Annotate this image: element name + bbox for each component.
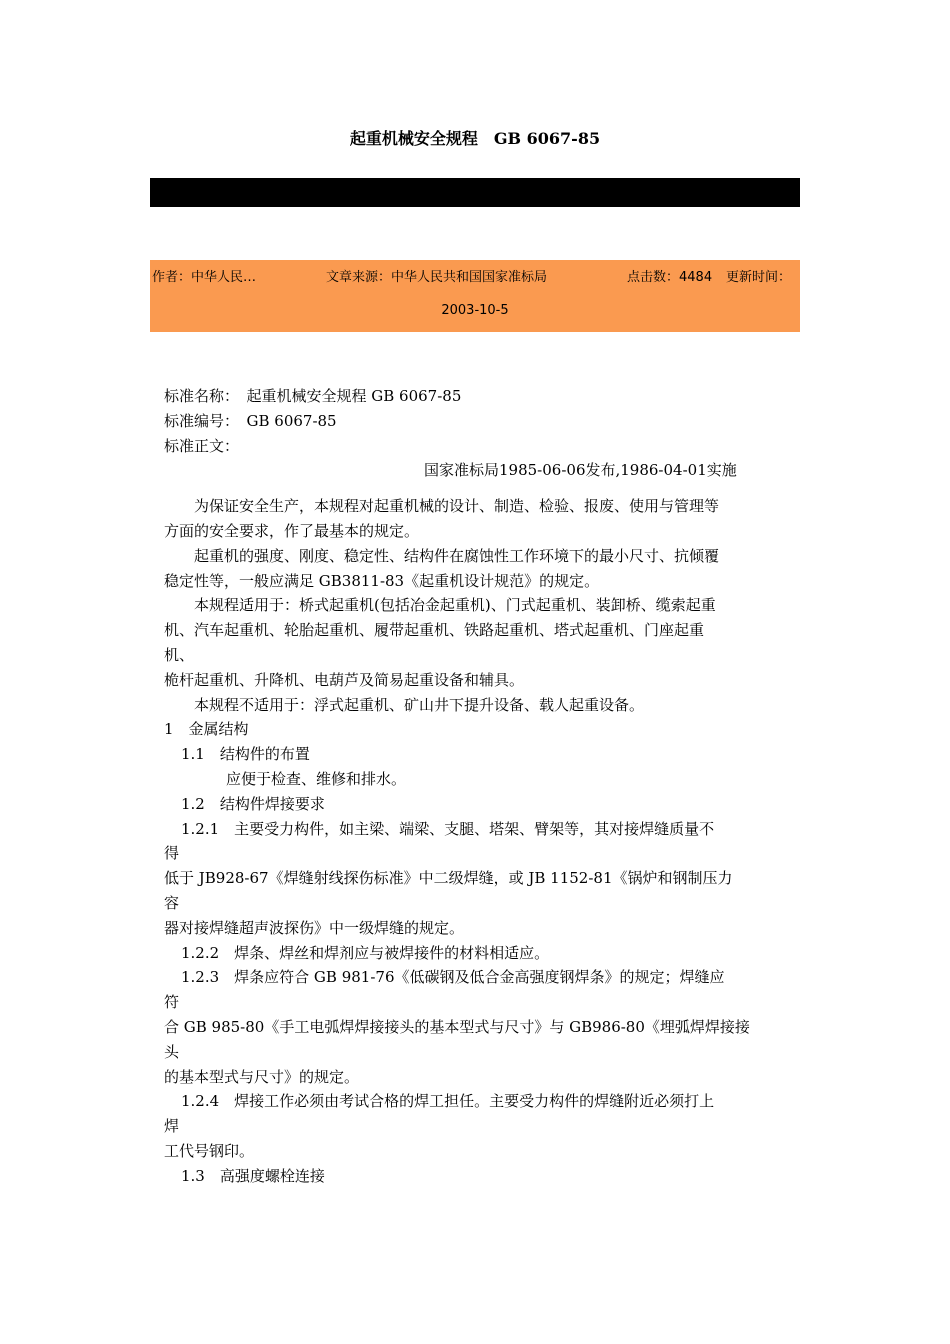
- header-bar: [150, 178, 800, 207]
- text-line: 桅杆起重机、升降机、电葫芦及简易起重设备和辅具。: [164, 670, 525, 689]
- text-line: 符: [164, 993, 180, 1012]
- text-line: 为保证安全生产，本规程对起重机械的设计、制造、检验、报废、使用与管理等: [164, 497, 720, 516]
- clause-line: 1.2.1 主要受力构件，如主梁、端梁、支腿、塔架、臂架等，其对接焊缝质量不: [181, 819, 715, 838]
- text-line: 起重机的强度、刚度、稳定性、结构件在腐蚀性工作环境下的最小尺寸、抗倾覆: [164, 546, 720, 565]
- meta-clicks: 点击数：4484: [627, 270, 713, 285]
- text-line: 合 GB 985-80《手工电弧焊焊接接头的基本型式与尺寸》与 GB986-80《埋弧焊焊接接: [164, 1017, 750, 1036]
- text-line: 焊: [164, 1117, 180, 1136]
- text-line: 机、: [164, 645, 195, 664]
- subsection-heading: 1.1 结构件的布置: [181, 745, 310, 764]
- standard-name: 标准名称： 起重机械安全规程 GB 6067-85: [164, 387, 462, 405]
- section-heading: 1 金属结构: [164, 720, 249, 739]
- meta-update-date: 2003-10-5: [441, 303, 509, 318]
- standard-body-label: 标准正文：: [164, 436, 240, 455]
- meta-update-label: 更新时间：: [726, 270, 792, 285]
- text-line: 工代号钢印。: [164, 1141, 255, 1160]
- subsection-heading: 1.2 结构件焊接要求: [181, 794, 325, 813]
- standard-code: 标准编号： GB 6067-85: [164, 411, 337, 430]
- text-line: 本规程适用于：桥式起重机(包括冶金起重机)、门式起重机、装卸桥、缆索起重: [164, 596, 716, 615]
- clause-line: 1.2.2 焊条、焊丝和焊剂应与被焊接件的材料相适应。: [181, 943, 550, 962]
- article-meta-box: [150, 260, 800, 332]
- text-line: 低于 JB928-67《焊缝射线探伤标准》中二级焊缝，或 JB 1152-81《锅炉和钢制压力: [164, 869, 733, 888]
- standard-issue-line: 国家准标局1985-06-06发布,1986-04-01实施: [424, 461, 737, 480]
- text-line: 得: [164, 844, 180, 863]
- clause-line: 1.2.3 焊条应符合 GB 981-76《低碳钢及低合金高强度钢焊条》的规定；焊缝应: [181, 968, 725, 987]
- text-line: 方面的安全要求，作了最基本的规定。: [164, 521, 420, 540]
- spacer: [164, 483, 794, 494]
- text-line: 的基本型式与尺寸》的规定。: [164, 1067, 360, 1086]
- meta-source: 文章来源：中华人民共和国国家准标局: [326, 270, 548, 285]
- clause-line: 1.2.4 焊接工作必须由考试合格的焊工担任。主要受力构件的焊缝附近必须打上: [181, 1092, 715, 1111]
- subsection-heading: 1.3 高强度螺栓连接: [181, 1166, 325, 1185]
- text-line: 机、汽车起重机、轮胎起重机、履带起重机、铁路起重机、塔式起重机、门座起重: [164, 621, 705, 640]
- text-line: 头: [164, 1042, 180, 1061]
- text-line: 器对接焊缝超声波探伤》中一级焊缝的规定。: [164, 918, 465, 937]
- text-line: 容: [164, 893, 180, 912]
- text-line: 应便于检查、维修和排水。: [196, 769, 407, 788]
- meta-author: 作者：中华人民…: [152, 270, 257, 285]
- document-body: [164, 384, 794, 1189]
- meta-row: [150, 266, 800, 286]
- document-title: 起重机械安全规程 GB 6067-85: [349, 129, 601, 148]
- text-line: 稳定性等，一般应满足 GB3811-83《起重机设计规范》的规定。: [164, 571, 600, 590]
- text-line: 本规程不适用于：浮式起重机、矿山井下提升设备、载人起重设备。: [164, 695, 645, 714]
